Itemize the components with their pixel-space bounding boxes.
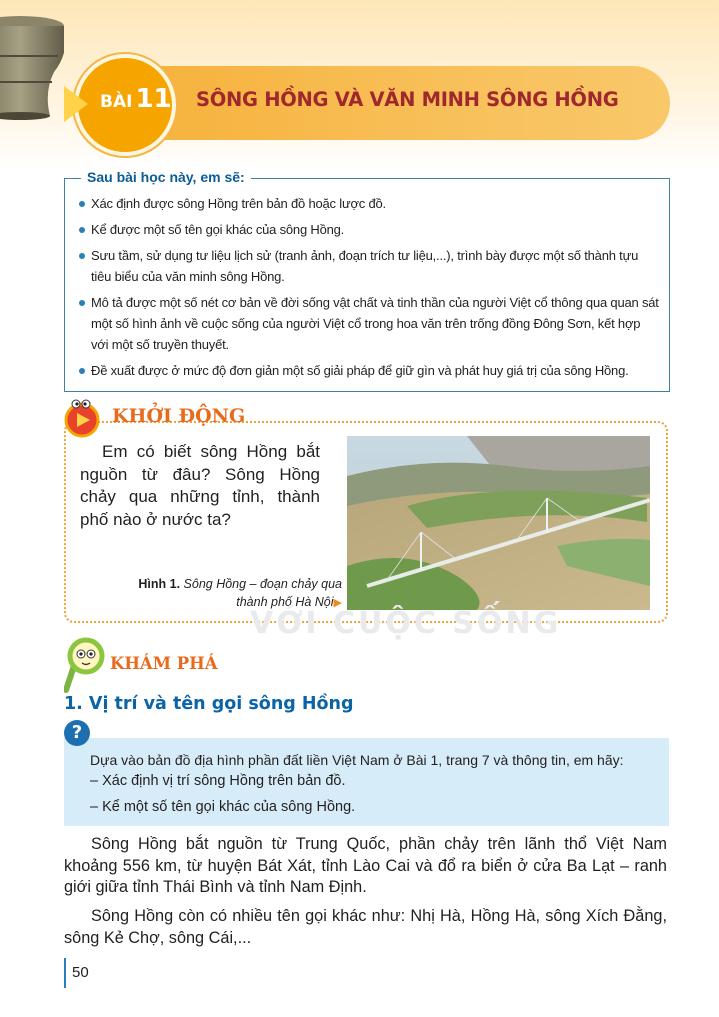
objectives-heading: Sau bài học này, em sẽ: (81, 169, 251, 185)
body-paragraph: Sông Hồng còn có nhiều tên gọi khác như: Nhị Hà, Hồng Hà, sông Xích Đằng, sông Kẻ Chợ, sông Cái,... (64, 907, 667, 947)
question-prompt: Dựa vào bản đồ địa hình phần đất liền Việt Nam ở Bài 1, trang 7 và thông tin, em hãy: (90, 752, 624, 768)
lesson-number (100, 84, 172, 114)
play-arrow-icon (64, 86, 88, 122)
caption-marker-icon: ▶ (333, 597, 342, 609)
explore-magnifier-icon (64, 630, 110, 694)
figure-label: Hình 1. (138, 577, 181, 591)
question-icon: ? (64, 720, 90, 746)
lesson-word: BÀI (100, 92, 133, 112)
objective-item: Đề xuất được ở mức độ đơn giản một số giải pháp để giữ gìn và phát huy giá trị của sông Hồng. (79, 360, 659, 381)
section-title: 1. Vị trí và tên gọi sông Hồng (64, 694, 354, 714)
bronze-drum-image (0, 12, 64, 120)
objective-item: Kể được một số tên gọi khác của sông Hồng. (79, 219, 659, 240)
objectives-box (64, 169, 670, 392)
lesson-title: SÔNG HỒNG VÀ VĂN MINH SÔNG HỒNG (196, 88, 619, 111)
page-number: 50 (72, 964, 89, 981)
page-number-bar (64, 958, 66, 988)
objectives-list (79, 193, 659, 386)
objective-item: Xác định được sông Hồng trên bản đồ hoặc lược đồ. (79, 193, 659, 214)
question-task: – Xác định vị trí sông Hồng trên bản đồ. (90, 773, 346, 789)
figure-caption-text: Sông Hồng – đoạn chảy qua thành phố Hà Nội (183, 577, 342, 609)
body-paragraph: Sông Hồng bắt nguồn từ Trung Quốc, phần chảy trên lãnh thổ Việt Nam khoảng 556 km, từ huyện Bát Xát, tỉnh Lào Cai và đổ ra biển ở cửa Ba Lạt – ranh giới giữa tỉnh Thái Bình và tỉnh Nam Định. (64, 835, 667, 896)
warm-up-question: Em có biết sông Hồng bắt nguồn từ đâu? Sông Hồng chảy qua những tỉnh, thành phố nào ở nước ta? (80, 442, 320, 529)
objective-item: Sưu tầm, sử dụng tư liệu lịch sử (tranh ảnh, đoạn trích tư liệu,...), trình bày được một số thành tựu tiêu biểu của văn minh sông Hồng. (79, 245, 659, 287)
warm-up-label: KHỞI ĐỘNG (112, 405, 246, 427)
warm-up-mascot-icon (62, 398, 102, 438)
question-task: – Kể một số tên gọi khác của sông Hồng. (90, 799, 356, 815)
lesson-number-value: 11 (135, 84, 172, 114)
objective-item: Mô tả được một số nét cơ bản về đời sống vật chất và tinh thần của người Việt cổ thông qua quan sát một số hình ảnh về cuộc sống của người Việt cổ trong hoa văn trên trống đồng Đông Sơn, kết hợp với một số truyền thuyết. (79, 292, 659, 355)
explore-label: KHÁM PHÁ (110, 654, 218, 673)
red-river-photo (347, 436, 650, 610)
watermark: VỚI CUỘC SỐNG (250, 606, 562, 641)
